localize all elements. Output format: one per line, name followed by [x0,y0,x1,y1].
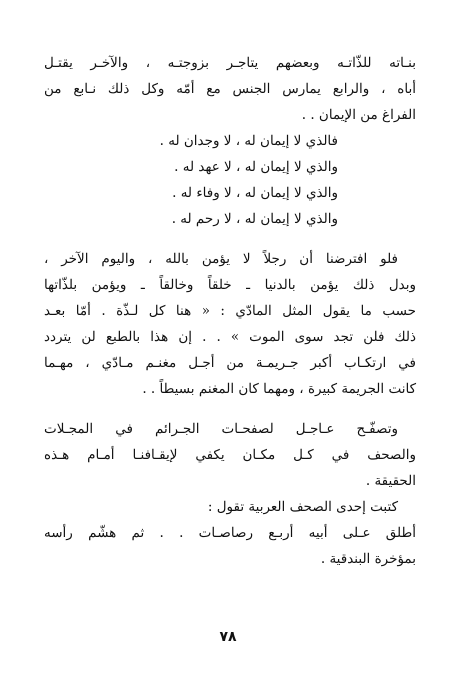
text-line: والصحف في كـل مكـان يكفي لإيقـافنـا أمـام هـذه [44,447,416,463]
verse-line: والذي لا إيمان له ، لا رحم له . [171,211,338,227]
text-line: الحقيقة . [365,473,416,489]
verse-line: فالذي لا إيمان له ، لا وجدان له . [159,133,338,149]
page-number: ٧٨ [219,629,237,645]
paragraph-1 [44,50,416,128]
text-line: ذلك فلن تجد سوى الموت » . . إن هذا بالطبع لن يتردد [44,329,416,345]
text-line: الفراغ من الإيمان . . [301,107,416,123]
text-line: حسب ما يقول المثل المادّي : « هنا كل لـذّة . أمّا بعـد [44,303,416,319]
text-line: بمؤخرة البندقية . [320,551,416,567]
verse-line: والذي لا إيمان له ، لا عهد له . [174,159,338,175]
text-line: كانت الجريمة كبيرة ، ومهما كان المغنم بسيطاً . . [142,381,416,397]
paragraph-gap [44,232,416,246]
text-line: كتبت إحدى الصحف العربية تقول : [207,499,398,515]
paragraph-gap [44,402,416,416]
paragraph-3 [44,246,416,402]
verse-block [44,128,416,232]
paragraph-5 [44,494,416,572]
text-line: فلو افترضنا أن رجلاً لا يؤمن بالله ، واليوم الآخر ، [44,251,398,267]
text-line: في ارتكـاب أكبر جـريمـة من أجـل مغنـم مـادّي ، مهـما [44,355,416,371]
text-line: وبدل ذلك يؤمن بالدنيا ـ خلقاً وخالقاً ـ ويؤمن بلذّاتها [44,277,416,293]
text-line: وتصفّـح عـاجـل لصفحـات الجـرائم في المجـلات [44,421,398,437]
text-line: بنـاته للذّاتـه وبعضهم يتاجـر بزوجتـه ، والآخـر يقتـل [44,55,416,71]
paragraph-4 [44,416,416,494]
text-line: أطلق عـلى أبيه أربـع رصاصـات . . ثم هشّم رأسه [44,525,416,541]
verse-line: والذي لا إيمان له ، لا وفاء له . [172,185,338,201]
text-line: أباه ، والرابع يمارس الجنس مع أمّه وكل ذلك نـابع من [44,81,416,97]
